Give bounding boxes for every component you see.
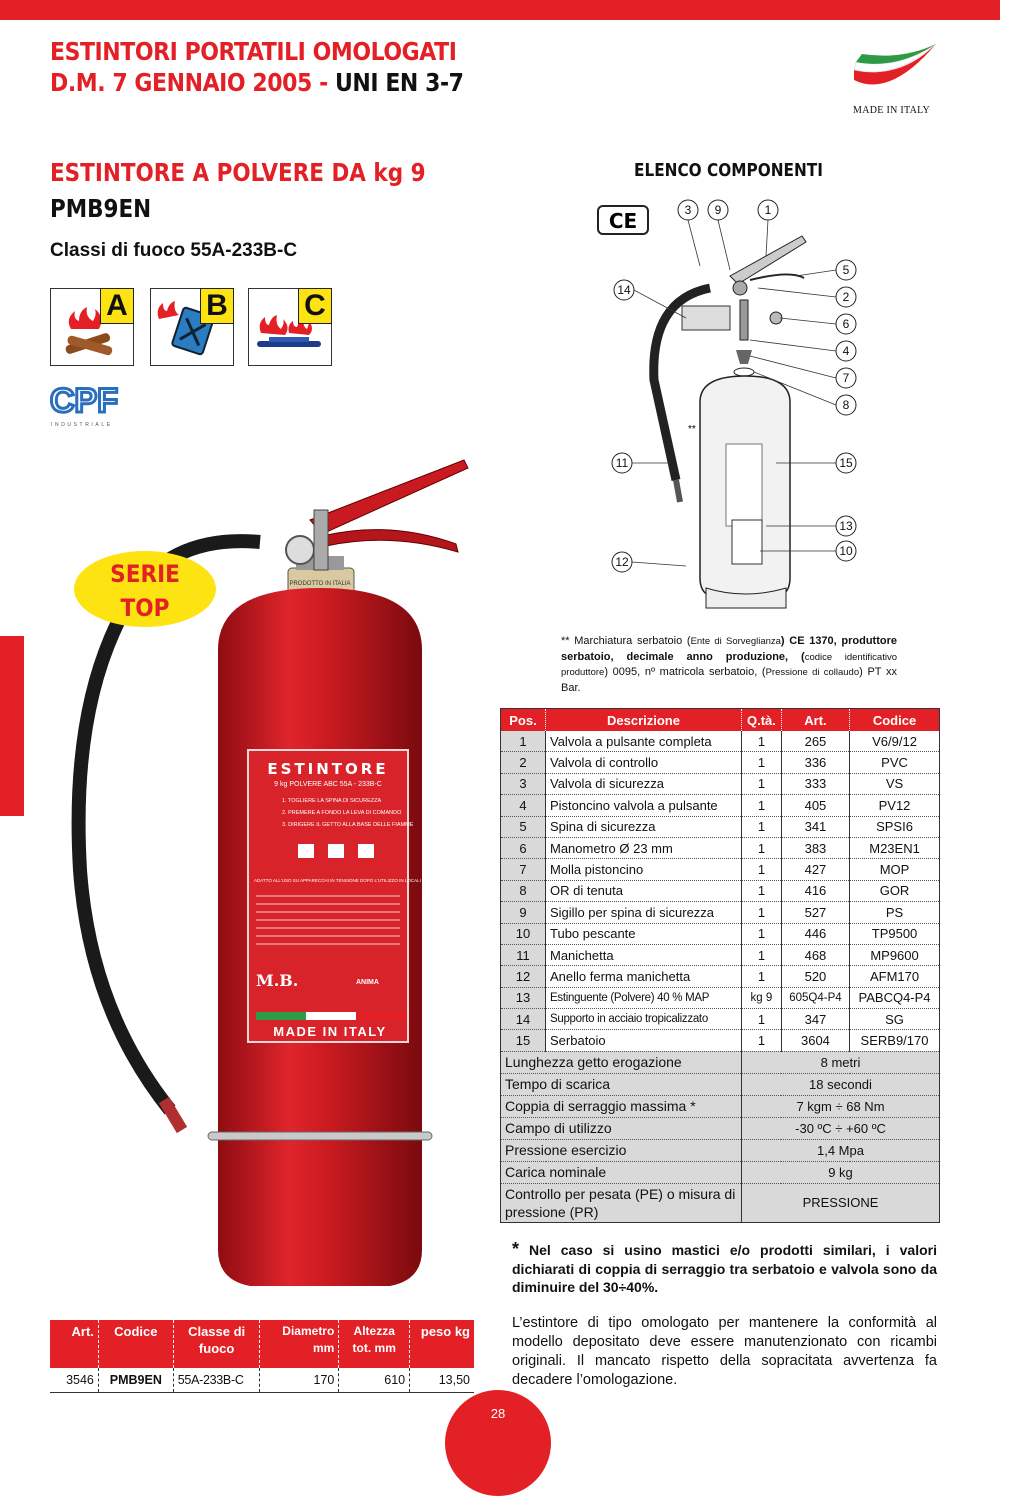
table-row: 12 Anello ferma manichetta 1 520 AFM170 [501, 966, 940, 987]
callout-1: 1 [764, 203, 772, 217]
top-label: TOP [120, 594, 170, 623]
spec-row: Pressione esercizio 1,4 Mpa [501, 1139, 940, 1161]
ce-mark: CE [608, 209, 638, 233]
table-row: 6 Manometro Ø 23 mm 1 383 M23EN1 [501, 837, 940, 858]
spec-row: Campo di utilizzo -30 ºC ÷ +60 ºC [501, 1117, 940, 1139]
made-in-italy-label: MADE IN ITALY [853, 105, 931, 116]
serie-top-badge [73, 550, 217, 628]
table-row: 11 Manichetta 1 468 MP9600 [501, 944, 940, 965]
components-table [500, 708, 940, 1223]
table-row: 8 OR di tenuta 1 416 GOR [501, 880, 940, 901]
spec-row: Controllo per pesata (PE) o misura di pressione (PR) PRESSIONE [501, 1183, 940, 1222]
col-pos: Pos. [501, 709, 546, 732]
fire-class-b-icon [150, 288, 234, 366]
callout-14: 14 [617, 283, 631, 297]
callout-13: 13 [839, 519, 853, 533]
cpf-logo [50, 382, 142, 428]
label-instruction-2: 2. PREMERE A FONDO LA LEVA DI COMANDO [282, 810, 402, 816]
col-codice: Codice [850, 709, 940, 732]
label-title: ESTINTORE [267, 760, 389, 778]
torque-footnote: * Nel caso si usino mastici e/o prodotti similari, i valori dichiarati di coppia di serraggio tra serbatoio e valvola sono da diminuire del 30÷40%. [512, 1239, 937, 1295]
spec-row: Carica nominale 9 kg [501, 1161, 940, 1183]
callout-10: 10 [839, 544, 853, 558]
callout-7: 7 [842, 371, 850, 385]
table-row: 5 Spina di sicurezza 1 341 SPSI6 [501, 816, 940, 837]
top-red-bar [0, 0, 1000, 20]
side-red-tab [0, 636, 24, 816]
table-row: 14 Supporto in acciaio tropicalizzato 1 347 SG [501, 1009, 940, 1030]
collar-text: PRODOTTO IN ITALIA [289, 581, 351, 587]
tank-marking-note: ** Marchiatura serbatoio (Ente di Sorveglianza) CE 1370, produttore serbatoio, decimale anno produzione, (codice identificativo produttore) 0095, nº matricola serbatoio, (Pressione di collaudo) PT xx Bar. [561, 635, 898, 694]
fire-class-a-icon [50, 288, 134, 366]
product-title: ESTINTORE A POLVERE DA kg 9 [50, 158, 426, 187]
label-subtitle: 9 kg POLVERE ABC 55A - 233B-C [274, 781, 382, 788]
table-row: 1 Valvola a pulsante completa 1 265 V6/9/12 [501, 731, 940, 752]
label-warning: ADATTO ALL'USO SU APPARECCHI IN TENSIONE DOPO L'UTILIZZO IN LOCALI CHIUSI AREARE [254, 878, 457, 883]
callout-12: 12 [615, 555, 629, 569]
table-row: 2 Valvola di controllo 1 336 PVC [501, 752, 940, 773]
spec-row: Coppia di serraggio massima * 7 kgm ÷ 68 Nm [501, 1095, 940, 1117]
italian-flag-swoosh-icon [850, 40, 940, 100]
article-header-row: Art. Codice Classe di fuoco Diametro mm Altezza tot. mm peso kg [50, 1320, 474, 1368]
table-row: 4 Pistoncino valvola a pulsante 1 405 PV12 [501, 795, 940, 816]
spec-row: Lunghezza getto erogazione 8 metri [501, 1051, 940, 1073]
tank-marking-stars: ** [688, 424, 696, 435]
label-instruction-1: 1. TOGLIERE LA SPINA DI SICUREZZA [282, 798, 382, 804]
callout-5: 5 [842, 263, 850, 277]
table-row: 7 Molla pistoncino 1 427 MOP [501, 859, 940, 880]
callout-2: 2 [842, 290, 850, 304]
table-row: 13 Estinguente (Polvere) 40 % MAP kg 9 605Q4-P4 PABCQ4-P4 [501, 987, 940, 1008]
label-instruction-3: 3. DIRIGERE IL GETTO ALLA BASE DELLE FIAMME [282, 822, 414, 828]
homologation-paragraph: L’estintore di tipo omologato per mantenere la conformità al modello depositato deve essere manutenzionato con ricambi originali. Il mancato rispetto della sopracitata avvertenza fa decadere l’omologazione. [512, 1315, 937, 1388]
article-row: 3546 PMB9EN 55A-233B-C 170 610 13,50 [50, 1368, 474, 1393]
fire-class-b-letter: B [200, 288, 234, 324]
heading-line-2: D.M. 7 GENNAIO 2005 - UNI EN 3-7 [50, 68, 464, 97]
svg-text:INDUSTRIALE: INDUSTRIALE [51, 422, 113, 428]
fire-class-c-letter: C [298, 288, 332, 324]
serie-label: SERIE [110, 560, 180, 589]
fire-class-a-letter: A [100, 288, 134, 324]
callout-3: 3 [684, 203, 692, 217]
callout-4: 4 [842, 344, 850, 358]
components-exploded-diagram [590, 180, 890, 620]
col-qta: Q.tà. [742, 709, 782, 732]
components-title: ELENCO COMPONENTI [634, 160, 823, 181]
table-row: 9 Sigillo per spina di sicurezza 1 527 PS [501, 902, 940, 923]
callout-8: 8 [842, 398, 850, 412]
col-descrizione: Descrizione [546, 709, 742, 732]
table-row: 10 Tubo pescante 1 446 TP9500 [501, 923, 940, 944]
fire-classes-text: Classi di fuoco 55A-233B-C [50, 240, 298, 261]
callout-6: 6 [842, 317, 850, 331]
callout-11: 11 [615, 456, 629, 470]
fire-class-c-icon [248, 288, 332, 366]
page-heading [50, 36, 464, 98]
page-number: 28 [490, 1406, 506, 1421]
callout-15: 15 [839, 456, 853, 470]
product-code: PMB9EN [50, 194, 152, 223]
components-header-row [501, 709, 940, 732]
col-art: Art. [781, 709, 849, 732]
page-number-badge [445, 1390, 551, 1496]
svg-text:CPF: CPF [50, 382, 118, 420]
spec-row: Tempo di scarica 18 secondi [501, 1073, 940, 1095]
label-brand-2: ANIMA [356, 979, 379, 986]
heading-line-1: ESTINTORI PORTATILI OMOLOGATI [50, 37, 457, 66]
label-made-in-italy: MADE IN ITALY [273, 1024, 387, 1039]
table-row: 3 Valvola di sicurezza 1 333 VS [501, 773, 940, 794]
label-brand: M.B. [256, 971, 299, 990]
callout-9: 9 [714, 203, 722, 217]
table-row: 15 Serbatoio 1 3604 SERB9/170 [501, 1030, 940, 1051]
article-table [50, 1320, 474, 1393]
